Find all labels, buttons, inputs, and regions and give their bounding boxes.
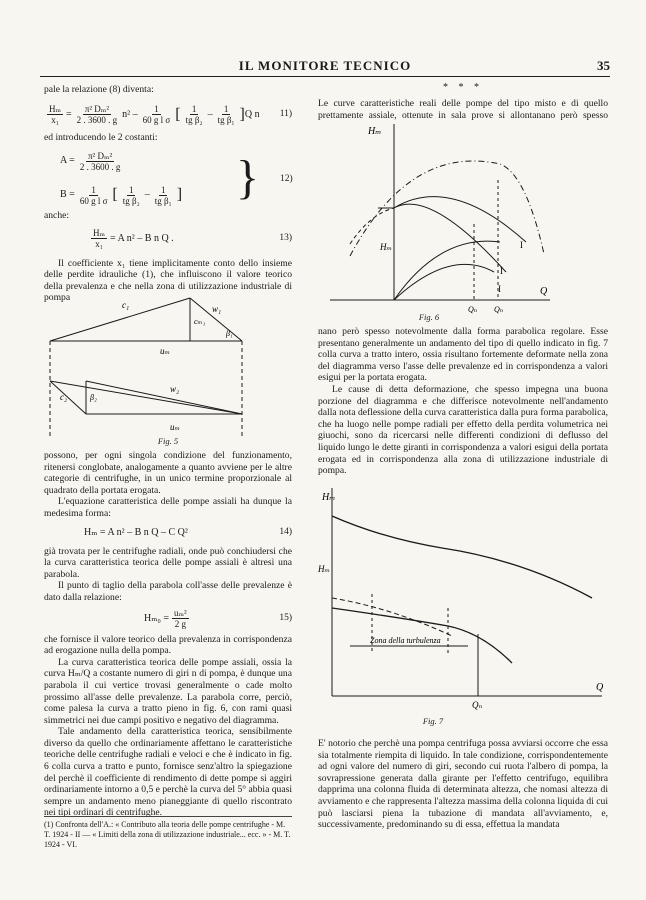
equation-11: $\frac{\text{Hₘ}}{\text{x₁}}$ = $\frac{\text{π² Dₘ²}}{2 . 3600 . g}$ n² – $\frac{1}{\text{60 g l σ}}$ [ $\frac{1}{\text{tg β₂}}$ – $\frac{1}{\text{tg β₁}}$ ] Q n 11)	[49, 104, 292, 126]
right-paragraph-2: nano però spesso notevolmente dalla forma parabolica regolare. Esse presentano generalmente un andamento del tipo di quello indicato in fig. 7 colla curva a tratto intero, ossia risultano fortemente deformate nella zona del diagramma verso l'asse delle prevalenze ed in corrispondenza a valori esigui per la portata erogata.	[318, 326, 608, 384]
equation-13: $\frac{\text{Hₘ}}{\text{x₁}}$ = A n² – B n Q . 13)	[93, 228, 292, 250]
equation-12-block	[60, 148, 292, 208]
footnote-rule	[44, 816, 292, 817]
left-column-mid	[44, 210, 292, 304]
fig7-h-label: Hₘ	[318, 564, 331, 574]
fig5-label-w2: w₂	[170, 384, 180, 394]
fig7-caption: Fig. 7	[422, 716, 444, 726]
fig6-roman-2: I	[500, 266, 503, 276]
intro-text: pale la relazione (8) diventa:	[44, 84, 154, 95]
paragraph-8: Tale andamento della caratteristica teorica, sensibilmente diverso da quello che ordinariamente affettano le caratteristiche teoriche delle centrifughe radiali e veloci e che è indicato in fig. 6 colla curva a tratto e punto, fornisce senz'altro la spiegazione del perchè il coefficiente di rendimento di dette pompe si aggiri ordinariamente intorno a 0,5 e perchè la curva del 5° abbia quasi sempre un andamento meno pianeggiante di quello riscontrato nei tipi ordinari di centrifughe.	[44, 726, 292, 819]
anche-text: anche:	[44, 210, 70, 221]
fig5-label-w1: w₁	[212, 304, 222, 314]
intro2-text: ed introducendo le 2 costanti:	[44, 131, 158, 143]
paragraph-4: già trovata per le centrifughe radiali, onde può conchiudersi che la curva caratteristica teorica delle pompe assiali è altresì una parabola.	[44, 545, 292, 580]
fig5-label-u1: uₘ	[160, 346, 171, 356]
section-stars: * * *	[443, 82, 483, 93]
right-column-mid	[318, 326, 608, 477]
fig5-c2-vector	[50, 381, 242, 414]
equation-B: B = $\frac{1}{\text{60 g l σ}}$ [ $\frac{1}{\text{tg β₂}}$ – $\frac{1}{\text{tg β₁}}$ ]	[60, 184, 183, 206]
paragraph-1: Il coefficiente x₁ tiene implicitamente conto dello insieme delle perdite idrauliche (1), che influiscono il valore teorico della prevalenza e che nella zona di utilizzazione industriale di pompa	[44, 257, 292, 304]
left-column-bottom	[44, 450, 292, 819]
right-paragraph-4: E' notorio che perchè una pompa centrifuga possa avviarsi occorre che essa sia totalmente riempita di liquido. In tale condizione, corrispondentemente ad ogni valore del numero di giri, secondo cui ruota l'albero di pompa, la sovrapressione generata dalla girante per l'effetto centrifugo, equilibra dapprima una colonna fluida di determinata altezza, che nomasi altezza di avviamento e che rappresenta l'altezza massima della colonna liquida di cui può lasciarsi piena la tubazione di mandata all'avviamento, e, successivamente, predominando su di essa, effettua la mandata	[318, 738, 608, 831]
fig5-label-u2: uₘ	[170, 422, 181, 432]
fig5-caption: Fig. 5	[157, 436, 179, 446]
fig6-curve-3	[394, 241, 500, 300]
brace-right: }	[236, 151, 260, 204]
fig7-real-curve	[332, 516, 592, 598]
fig6-curve-1	[394, 197, 526, 242]
fig6-qn1-label: Qₙ	[468, 305, 478, 314]
left-column-top	[44, 84, 292, 143]
fig5-label-c2: c₂	[60, 392, 68, 402]
fig6-curve-4	[394, 264, 494, 300]
footnote: (1) Confronta dell'A.: « Contributo alla teoria delle pompe centrifughe - M. T. 1924 - II — « Limiti della zona di utilizzazione industriale... ecc. » - M. T. 1924 - VI.	[44, 820, 291, 849]
fig5-c1-vector	[50, 298, 190, 341]
fig6-caption: Fig. 6	[418, 312, 440, 322]
page-number: 35	[597, 58, 610, 73]
fig6-x-label: Q	[540, 286, 548, 297]
paragraph-7: La curva caratteristica teorica delle pompe assiali, ossia la curva Hₘ/Q a costante numero di giri n di pompa, è dunque una parabola il cui vertice trovasi generalmente o cade molto prossimo all'asse delle prevalenze. La parabola corre, perciò, come palesa la curva a tratto pieno in fig. 6, con rami quasi simmetrici nei due campi positivo e negativo del diagramma.	[44, 656, 292, 726]
paragraph-6: che fornisce il valore teorico della prevalenza in corrispondenza ad erogazione nulla della pompa.	[44, 633, 292, 657]
fig7-qn-label: Qₙ	[472, 700, 483, 710]
paragraph-5: Il punto di taglio della parabola coll'asse delle prevalenze è dato dalla relazione:	[44, 580, 292, 603]
figure-7	[318, 488, 612, 710]
fig5-label-cm1: cₘ₁	[194, 317, 206, 326]
right-paragraph-3: Le cause di detta deformazione, che spesso impegna una buona porzione del diagramma e che differisce notevolmente nell'andamento dalla nota deflessione della curva caratteristica dalla pura forma parabolica, che ha luogo nelle pompe radiali per effetto della perdita volumetrica nei giuochi, sono da ricercarsi nelle differenti condizioni di deflusso del liquido lungo le dette giranti in corrispondenza a valori esigui della portata erogata ed in corrispondenza alla zona di utilizzazione industriale di pompa.	[318, 383, 608, 477]
right-para-1: Le curve caratteristiche reali delle pompe del tipo misto e di quello prettamente assiale, ottenute in sala prove si allontanano però spesso	[318, 98, 608, 121]
fig5-label-c1: c₁	[122, 300, 130, 310]
fig7-zone-label: Zona della turbulenza	[370, 636, 441, 645]
eq-number-11: 11)	[279, 108, 292, 119]
figure-5	[50, 296, 290, 438]
eq-number-12: 12)	[280, 174, 293, 184]
fig6-qn2-label: Qₙ	[494, 305, 504, 314]
fig6-roman-3: I	[498, 284, 501, 294]
fig6-roman-1: I	[520, 240, 523, 250]
journal-title: IL MONITORE TECNICO	[238, 58, 412, 73]
fig7-y-label: Hₘ	[322, 492, 336, 503]
paragraph-2: possono, per ogni singola condizione del funzionamento, ritenersi conglobate, analogamente a quanto avviene per le altre categorie di centrifughe, in un unico termine proporzionale al quadrato della portata erogata.	[44, 450, 292, 496]
paragraph-3: L'equazione caratteristica delle pompe assiali ha dunque la medesima forma:	[44, 496, 292, 519]
fig7-x-label: Q	[596, 682, 604, 693]
page-header	[40, 58, 610, 77]
equation-A: A = $\frac{\text{π² Dₘ²}}{2 . 3600 . g}$	[60, 150, 121, 172]
fig6-negative-branch	[350, 208, 394, 244]
fig5-w2-top	[86, 381, 242, 414]
fig5-label-beta1: β₁	[226, 329, 233, 338]
equation-14: Hₘ = A n² – B n Q – C Q² 14)	[84, 526, 292, 538]
figure-6	[330, 124, 560, 316]
fig6-h-label: Hₘ	[380, 242, 393, 252]
fig6-y-label: Hₘ	[368, 126, 382, 137]
fig5-label-beta2: β₂	[90, 393, 97, 402]
equation-15: Hₘ₀ = $\frac{\text{uₘ²}}{2 g}$ 15)	[144, 608, 292, 630]
